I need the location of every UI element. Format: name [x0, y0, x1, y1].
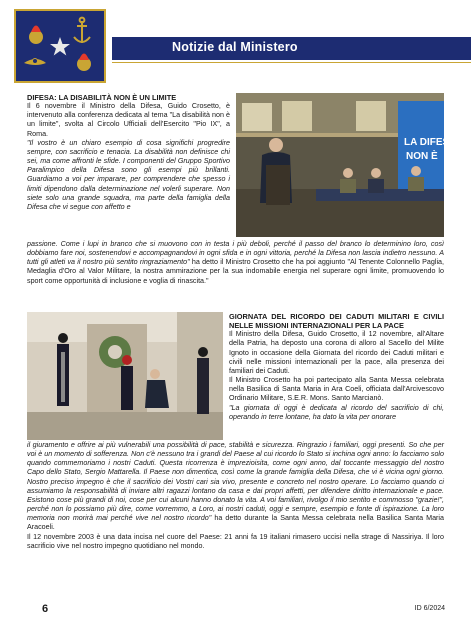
article1-quote-start: "Il vostro è un chiaro esempio di cosa significhi progredire sempre, con sacrificio e tenacia. La disabilità non definisce chi sei, ma come affronti le sfide. I componenti del Gruppo Sportivo Paralimpico della Difesa sono gli esempi più brillanti. Guardiamo a voi per imparare, per comprendere che spesso i limiti dipendono dalla determinazione nel volerli superare. Non siete solo una grande squadra, ma parte della famiglia della Difesa che vi segue con affetto e [27, 138, 230, 211]
article1-column [27, 93, 230, 212]
section-title: Notizie dal Ministero [172, 40, 298, 54]
page-header [0, 0, 471, 86]
photo-banner-line2: NON È [406, 151, 438, 162]
article1-heading: DIFESA: LA DISABILITÀ NON È UN LIMITE [27, 93, 177, 102]
photo-banner-line1: LA DIFESA [404, 137, 457, 148]
article1-quote-end: passione. Come i lupi in branco che si muovono con in testa i più deboli, perché il passo del branco lo determinino loro, così dobbiamo fare noi, sostenendovi e accompagnandovi in ogni sfida e in ogni vittoria, perché la Difesa non lascia indietro nessuno. A tutti gli atleti va il nostro più sentito ringraziamento" [27, 240, 444, 267]
section-banner [112, 37, 471, 60]
conference-photo [236, 93, 457, 237]
issue-label: ID 6/2024 [414, 605, 445, 612]
article2-paragraph2: Il Ministro Crosetto ha poi partecipato alla Santa Messa celebrata nella Basilica di Santa Maria in Ara Coeli, officiata dall'Arcivescovo Ordinario Militare, S.E.R. Mons. Santo Marcianò. [229, 376, 444, 403]
article2-quote-end: il giuramento e offrire ai più vulnerabili una possibilità di pace, stabilità e sicurezza. Ringrazio i familiari, oggi presenti. So che per voi è un momento di sofferenza. Non c'è nessuno tra i grandi del Paese al cui ricordo lo Stato si inchina ogni anno: lo facciamo solo quando commemoriamo i nostri Caduti. Questa ricorrenza è imprezioisita, come ogni anno, dal toccante messaggio del nostro Capo dello Stato, Sergio Mattarella. Il Paese non dimentica, così come la grande famiglia della Difesa, che vi è vicina ogni giorno. Nostro preciso impegno è che il sacrificio dei Vostri cari sia vivo, presente e concreto nel nostro operare. Lo facciamo quando ci assumiamo la responsabilità di inviare altri ragazzi lontano da casa e dai propri affetti, per difendere diritto internazionale e pace. Esistono cose più grandi di noi, cose per cui alcuni hanno donato la vita. A voi familiari, rivolgo il mio sentito e commosso "grazie!", perché non lo possiamo più dire, come vorremmo, a Loro, ai nostri caduti, oggi e sempre, esempio e fonte di ispirazione. La loro memoria non morirà mai perché vive nel nostro ricordo" [27, 441, 444, 523]
article2-heading: GIORNATA DEL RICORDO DEI CADUTI MILITARI E CIVILI NELLE MISSIONI INTERNAZIONALI PER LA PACE [229, 312, 444, 331]
article2-paragraph1: Il Ministro della Difesa, Guido Crosetto, il 12 novembre, all'Altare della Patria, ha deposto una corona di alloro al Sacello del Milite Ignoto in occasione della Giornata del ricordo dei Caduti militari e civili nelle missioni internazionali per la pace, alla presenza dei familiari dei Caduti. [229, 330, 444, 375]
article2-continuation [27, 441, 444, 551]
ceremony-image-icon [27, 312, 223, 440]
article1-intro: Il 6 novembre il Ministro della Difesa, Guido Crosetto, è intervenuto alla conferenza dedicata al tema "La disabilità non è un limite", svolta al Circolo Ufficiali dell'Esercito "Pio IX", a Roma. [27, 102, 230, 138]
ceremony-photo [27, 312, 223, 440]
article2-paragraph3: Il 12 novembre 2003 è una data incisa nel cuore del Paese: 21 anni fa 19 italiani rimasero uccisi nella strage di Nassiriya. Il loro sacrificio vive nel nostro impegno quotidiano nel mondo. [27, 532, 444, 550]
article2-quote-start: "La giornata di oggi è dedicata al ricordo del sacrificio di chi, operando in terre lontane, ha dato la vita per onorare [229, 403, 444, 421]
ministry-logo [14, 9, 106, 83]
armed-forces-emblem-icon [16, 11, 104, 81]
page-number: 6 [42, 603, 49, 615]
article1-continuation [27, 240, 444, 286]
conference-image-icon [236, 93, 457, 237]
article1-closing: ha detto il Ministro Crosetto che ha poi aggiunto "Al Tenente Colonnello Paglia, Medaglia d'Oro al Valor Militare, la nostra ammirazione per la sua indomabile energia nel superare ogni limite, promuovendo lo sport come opportunità di inclusione e voglia di rinascita." [27, 258, 444, 285]
article2-closing: ha detto durante la Santa Messa celebrata nella Basilica Santa Maria Aracoeli. [27, 514, 444, 532]
banner-divider [112, 62, 471, 63]
article2-column [229, 312, 444, 422]
